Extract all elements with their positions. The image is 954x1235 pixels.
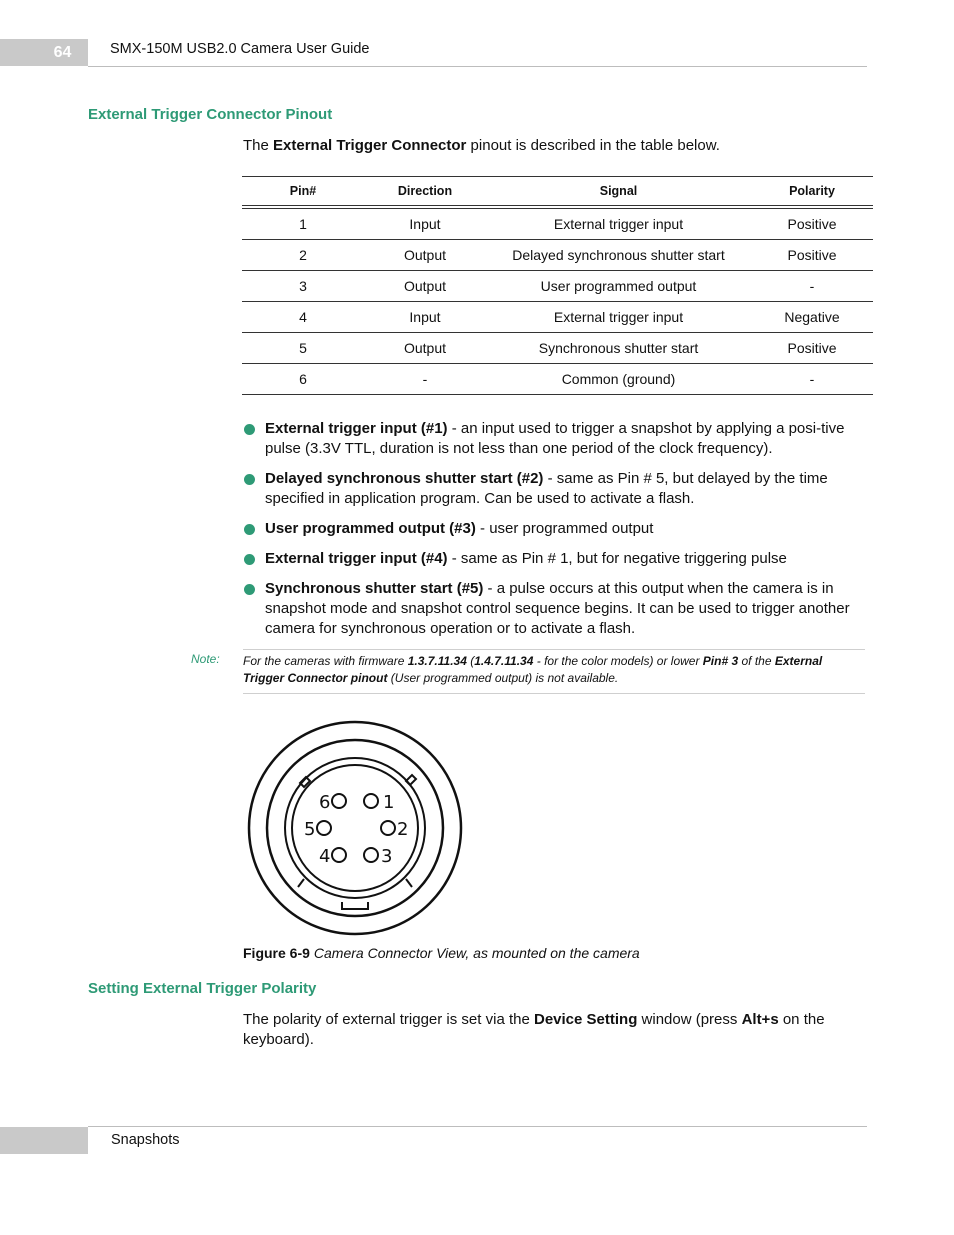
note-box — [243, 649, 865, 694]
table-cell: 5 — [242, 333, 364, 364]
bullet-term: External trigger input (#4) — [265, 550, 448, 567]
table-cell: - — [751, 271, 873, 302]
bullet-icon — [244, 524, 255, 535]
polarity-text: on the keyboard). — [243, 1011, 825, 1048]
figure-number: Figure 6-9 — [243, 945, 310, 961]
footer-section: Snapshots — [111, 1132, 180, 1148]
table-cell: Synchronous shutter start — [486, 333, 751, 364]
table-cell: Positive — [751, 333, 873, 364]
table-cell: External trigger input — [486, 302, 751, 333]
table-cell: 6 — [242, 364, 364, 395]
connector-outer-ring — [249, 722, 461, 934]
note-bold: 1.3.7.11.34 — [407, 654, 467, 668]
header-divider — [88, 66, 867, 67]
bullet-term: User programmed output (#3) — [265, 520, 476, 537]
table-cell: - — [751, 364, 873, 395]
connector-pin — [317, 821, 331, 835]
table-cell: 3 — [242, 271, 364, 302]
table-row — [242, 364, 873, 395]
note-text: ( — [466, 654, 475, 668]
note-bold: Pin# 3 — [702, 654, 739, 668]
connector-pin-label: 2 — [397, 819, 409, 840]
note-text: - for the color models) or lower — [533, 654, 703, 668]
bullet-text: - user programmed output — [475, 520, 654, 537]
polarity-text: The polarity of external trigger is set via the — [243, 1011, 534, 1028]
note-bold: 1.4.7.11.34 — [474, 654, 534, 668]
note-text: (User programmed output) is not available. — [387, 671, 619, 685]
polarity-paragraph — [243, 1010, 867, 1050]
bullet-icon — [244, 584, 255, 595]
table-cell: 4 — [242, 302, 364, 333]
connector-pin — [364, 794, 378, 808]
list-item — [243, 519, 867, 539]
table-cell: 1 — [242, 207, 364, 240]
polarity-text: window (press — [637, 1011, 742, 1028]
intro-text-pre: The — [243, 137, 274, 154]
table-row — [242, 240, 873, 271]
note-text: of the — [738, 654, 775, 668]
bullet-text: - a pulse occurs at this output when the camera is in snapshot mode and snapshot control sequence begins. It can be used to trigger another camera for synchronous operation or to activate a flash. — [265, 580, 850, 637]
table-row — [242, 333, 873, 364]
connector-pin-label: 3 — [381, 846, 393, 867]
table-cell: User programmed output — [486, 271, 751, 302]
bullet-term: Delayed synchronous shutter start (#2) — [265, 470, 544, 487]
table-row — [242, 302, 873, 333]
section-title-polarity: Setting External Trigger Polarity — [88, 980, 317, 997]
table-cell: Output — [364, 271, 486, 302]
footer-divider — [88, 1126, 867, 1127]
section-title-pinout: External Trigger Connector Pinout — [88, 106, 333, 123]
bullet-icon — [244, 424, 255, 435]
table-header-row — [242, 177, 873, 208]
connector-pin-label: 6 — [319, 792, 331, 813]
note-label: Note: — [191, 652, 220, 666]
intro-text-post: pinout is described in the table below. — [466, 137, 720, 154]
table-cell: Input — [364, 302, 486, 333]
table-row — [242, 207, 873, 240]
table-cell: Positive — [751, 207, 873, 240]
list-item — [243, 419, 867, 459]
polarity-bold: Alt+s — [741, 1011, 779, 1028]
connector-pin-label: 1 — [383, 792, 395, 813]
footer-tab — [0, 1127, 88, 1154]
table-cell: Common (ground) — [486, 364, 751, 395]
table-cell: Positive — [751, 240, 873, 271]
connector-pin-label: 5 — [304, 819, 316, 840]
col-header-polarity: Polarity — [751, 177, 873, 208]
table-cell: Output — [364, 333, 486, 364]
document-title: SMX-150M USB2.0 Camera User Guide — [110, 41, 370, 57]
connector-middle-ring — [267, 740, 443, 916]
figure-caption-text: Camera Connector View, as mounted on the camera — [313, 945, 640, 961]
bullet-icon — [244, 554, 255, 565]
page-number: 64 — [53, 44, 72, 61]
col-header-signal: Signal — [486, 177, 751, 208]
table-cell: - — [364, 364, 486, 395]
polarity-bold: Device Setting — [533, 1011, 638, 1028]
note-bold: External Trigger Connector pinout — [243, 654, 823, 685]
bullet-text: - same as Pin # 1, but for negative triggering pulse — [447, 550, 787, 567]
table-cell: 2 — [242, 240, 364, 271]
table-cell: Delayed synchronous shutter start — [486, 240, 751, 271]
connector-pin-label: 4 — [319, 846, 331, 867]
bullet-text: - an input used to trigger a snapshot by applying a posi-tive pulse (3.3V TTL, duration is not less than one period of the clock frequency). — [265, 420, 845, 457]
bullet-text: - same as Pin # 5, but delayed by the time specified in application program. Can be used to activate a flash. — [265, 470, 828, 507]
list-item — [243, 469, 867, 509]
bullet-term: Synchronous shutter start (#5) — [265, 580, 484, 597]
connector-pin — [332, 848, 346, 862]
pinout-intro — [243, 136, 867, 156]
connector-key-notch — [342, 902, 368, 909]
bullet-term: External trigger input (#1) — [265, 420, 448, 437]
col-header-pin: Pin# — [242, 177, 364, 208]
connector-pin — [381, 821, 395, 835]
connector-diagram — [246, 719, 464, 937]
connector-pin — [364, 848, 378, 862]
pinout-table — [242, 176, 873, 395]
figure-caption — [243, 945, 640, 961]
table-cell: Negative — [751, 302, 873, 333]
bullet-icon — [244, 474, 255, 485]
connector-key-notch — [406, 775, 416, 785]
table-cell: Input — [364, 207, 486, 240]
intro-text-bold: External Trigger Connector — [273, 137, 467, 154]
table-cell: External trigger input — [486, 207, 751, 240]
list-item — [243, 549, 867, 569]
pin-description-list — [243, 419, 867, 649]
table-row — [242, 271, 873, 302]
col-header-direction: Direction — [364, 177, 486, 208]
note-text: For the cameras with firmware — [243, 654, 408, 668]
list-item — [243, 579, 867, 639]
table-cell: Output — [364, 240, 486, 271]
connector-pin — [332, 794, 346, 808]
